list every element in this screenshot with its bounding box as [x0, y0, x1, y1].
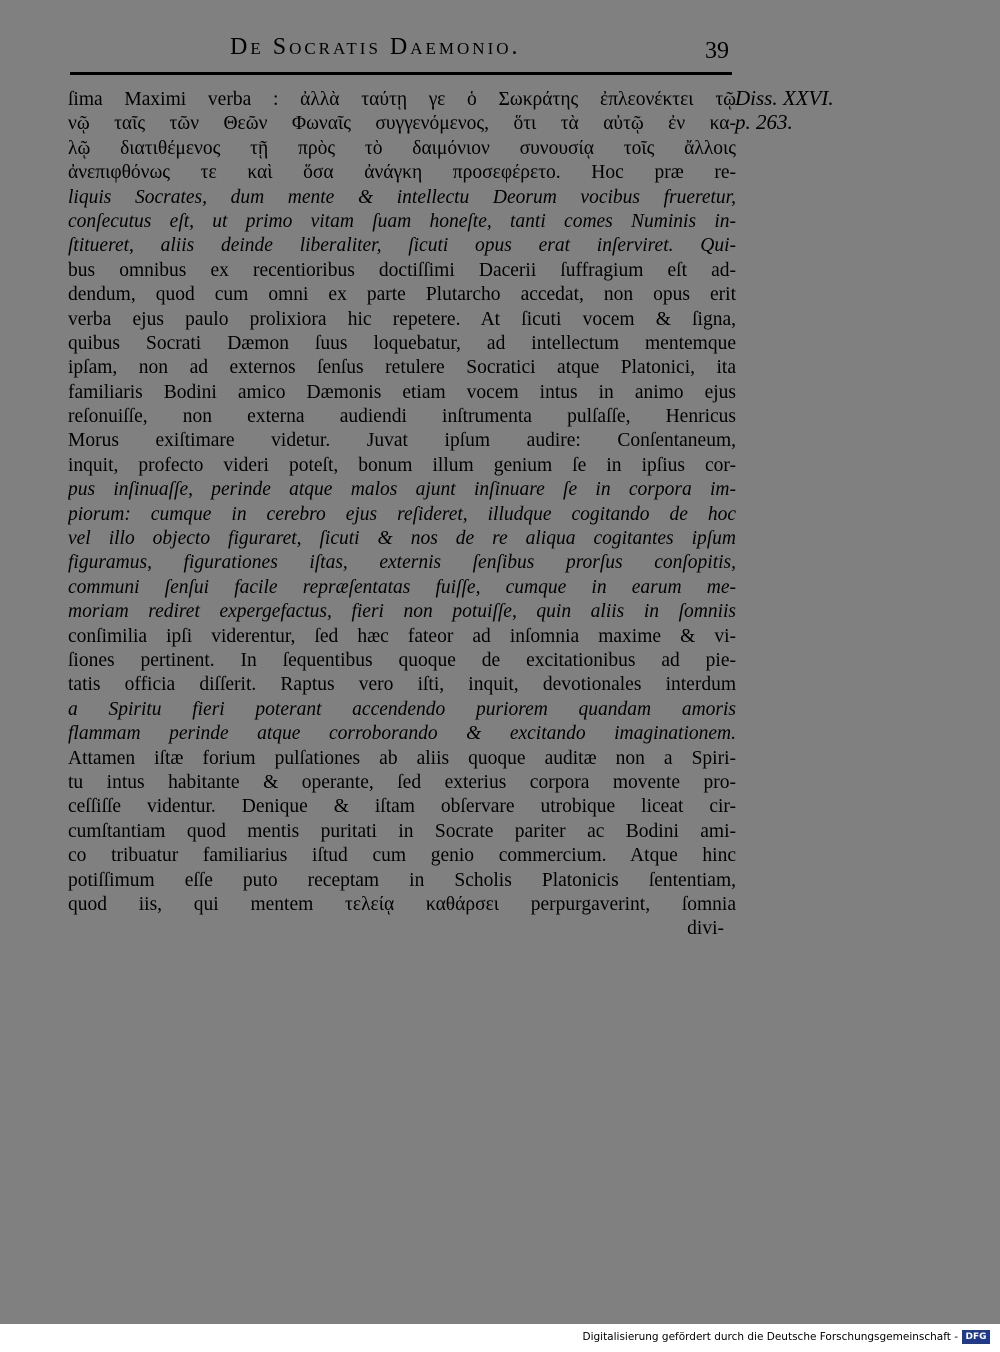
page-header [70, 30, 740, 70]
text-line: tatis officia diſſerit. Raptus vero iſti, inquit, devotionales interdum [68, 674, 736, 696]
text-line: νῷ ταῖς τῶν Θεῶν Φωναῖς συγγενόμενος, ὅτι τὰ αὐτῷ ἐν κα- [68, 113, 736, 135]
body-text [68, 88, 736, 942]
text-line: Morus exiſtimare videtur. Juvat ipſum audire: Conſentaneum, [68, 430, 736, 452]
running-title: De Socratis Daemonio. [230, 34, 521, 60]
text-line: figuramus, figurationes iſtas, externis ſenſibus prorſus conſopitis, [68, 552, 736, 574]
marginal-note-line: p. 263. [735, 110, 793, 134]
text-line: dendum, quod cum omni ex parte Plutarcho accedat, non opus erit [68, 284, 736, 306]
dfg-logo[interactable]: DFG [962, 1330, 990, 1344]
text-line: pus inſinuaſſe, perinde atque malos ajunt inſinuare ſe in corpora im- [68, 479, 736, 501]
footer-credit[interactable]: Digitalisierung gefördert durch die Deutsche Forschungsgemeinschaft - [582, 1331, 958, 1343]
text-line: communi ſenſui facile repræſentatas fuiſſe, cumque in earum me- [68, 576, 736, 598]
text-line: tu intus habitante & operante, ſed exterius corpora movente pro- [68, 771, 736, 793]
text-line: vel illo objecto figuraret, ſicuti & nos de re aliqua cogitantes ipſum [68, 528, 736, 550]
text-line: piorum: cumque in cerebro ejus reſideret, illudque cogitando de hoc [68, 503, 736, 525]
text-line: liquis Socrates, dum mente & intellectu Deorum vocibus frueretur, [68, 186, 736, 208]
text-line: ἀνεπιφθόνως τε καὶ ὅσα ἀνάγκη προσεφέρετο. Hoc præ re- [68, 162, 736, 184]
text-line: cumſtantiam quod mentis puritati in Socrate pariter ac Bodini ami- [68, 820, 736, 842]
text-line: potiſſimum eſſe puto receptam in Scholis Platonicis ſententiam, [68, 869, 736, 891]
catchword: divi- [687, 918, 724, 940]
text-line: moriam rediret expergefactus, fieri non potuiſſe, quin aliis in ſomniis [68, 601, 736, 623]
text-line: flammam perinde atque corroborando & excitando imaginationem. [68, 723, 736, 745]
page-number: 39 [705, 38, 729, 64]
text-line: reſonuiſſe, non externa audiendi inſtrumenta pulſaſſe, Henricus [68, 406, 736, 428]
text-line: verba ejus paulo prolixiora hic repetere. At ſicuti vocem & ſigna, [68, 308, 736, 330]
text-line: ſtitueret, aliis deinde liberaliter, ſicuti opus erat inſerviret. Qui- [68, 235, 736, 257]
text-line: ſima Maximi verba : ἀλλὰ ταύτῃ γε ὁ Σωκράτης ἐπλεονέκτει τῷ [68, 89, 736, 110]
text-line: ipſam, non ad externos ſenſus retulere Socratici atque Platonici, ita [68, 357, 736, 379]
text-line: conſecutus eſt, ut primo vitam ſuam honeſte, tanti comes Numinis in- [68, 210, 736, 232]
text-line: co tribuatur familiarius iſtud cum genio commercium. Atque hinc [68, 845, 736, 867]
text-line: ſiones pertinent. In ſequentibus quoque de excitationibus ad pie- [68, 649, 736, 671]
text-line: Attamen iſtæ forium pulſationes ab aliis quoque auditæ non a Spiri- [68, 747, 736, 769]
text-line: familiaris Bodini amico Dæmonis etiam vocem intus in animo ejus [68, 381, 736, 403]
text-line: quibus Socrati Dæmon ſuus loquebatur, ad intellectum mentemque [68, 332, 736, 354]
text-line: bus omnibus ex recentioribus doctiſſimi Dacerii ſuffragium eſt ad- [68, 259, 736, 281]
text-line: a Spiritu fieri poterant accendendo puriorem quandam amoris [68, 698, 736, 720]
marginal-note [735, 86, 845, 134]
text-line: λῷ διατιθέμενος τῇ πρὸς τὸ δαιμόνιον συνουσίᾳ τοῖς ἄλλοις [68, 137, 736, 159]
text-line: inquit, profecto videri poteſt, bonum illum genium ſe in ipſius cor- [68, 454, 736, 476]
text-line: quod iis, qui mentem τελείᾳ καθάρσει perpurgaverint, ſomnia [68, 893, 736, 915]
marginal-note-line: Diss. XXVI. [735, 86, 834, 110]
header-rule [70, 72, 732, 75]
text-line: conſimilia ipſi viderentur, ſed hæc fateor ad inſomnia maxime & vi- [68, 625, 736, 647]
footer-bar [0, 1324, 1000, 1352]
text-line: ceſſiſſe videntur. Denique & iſtam obſervare utrobique liceat cir- [68, 796, 736, 818]
